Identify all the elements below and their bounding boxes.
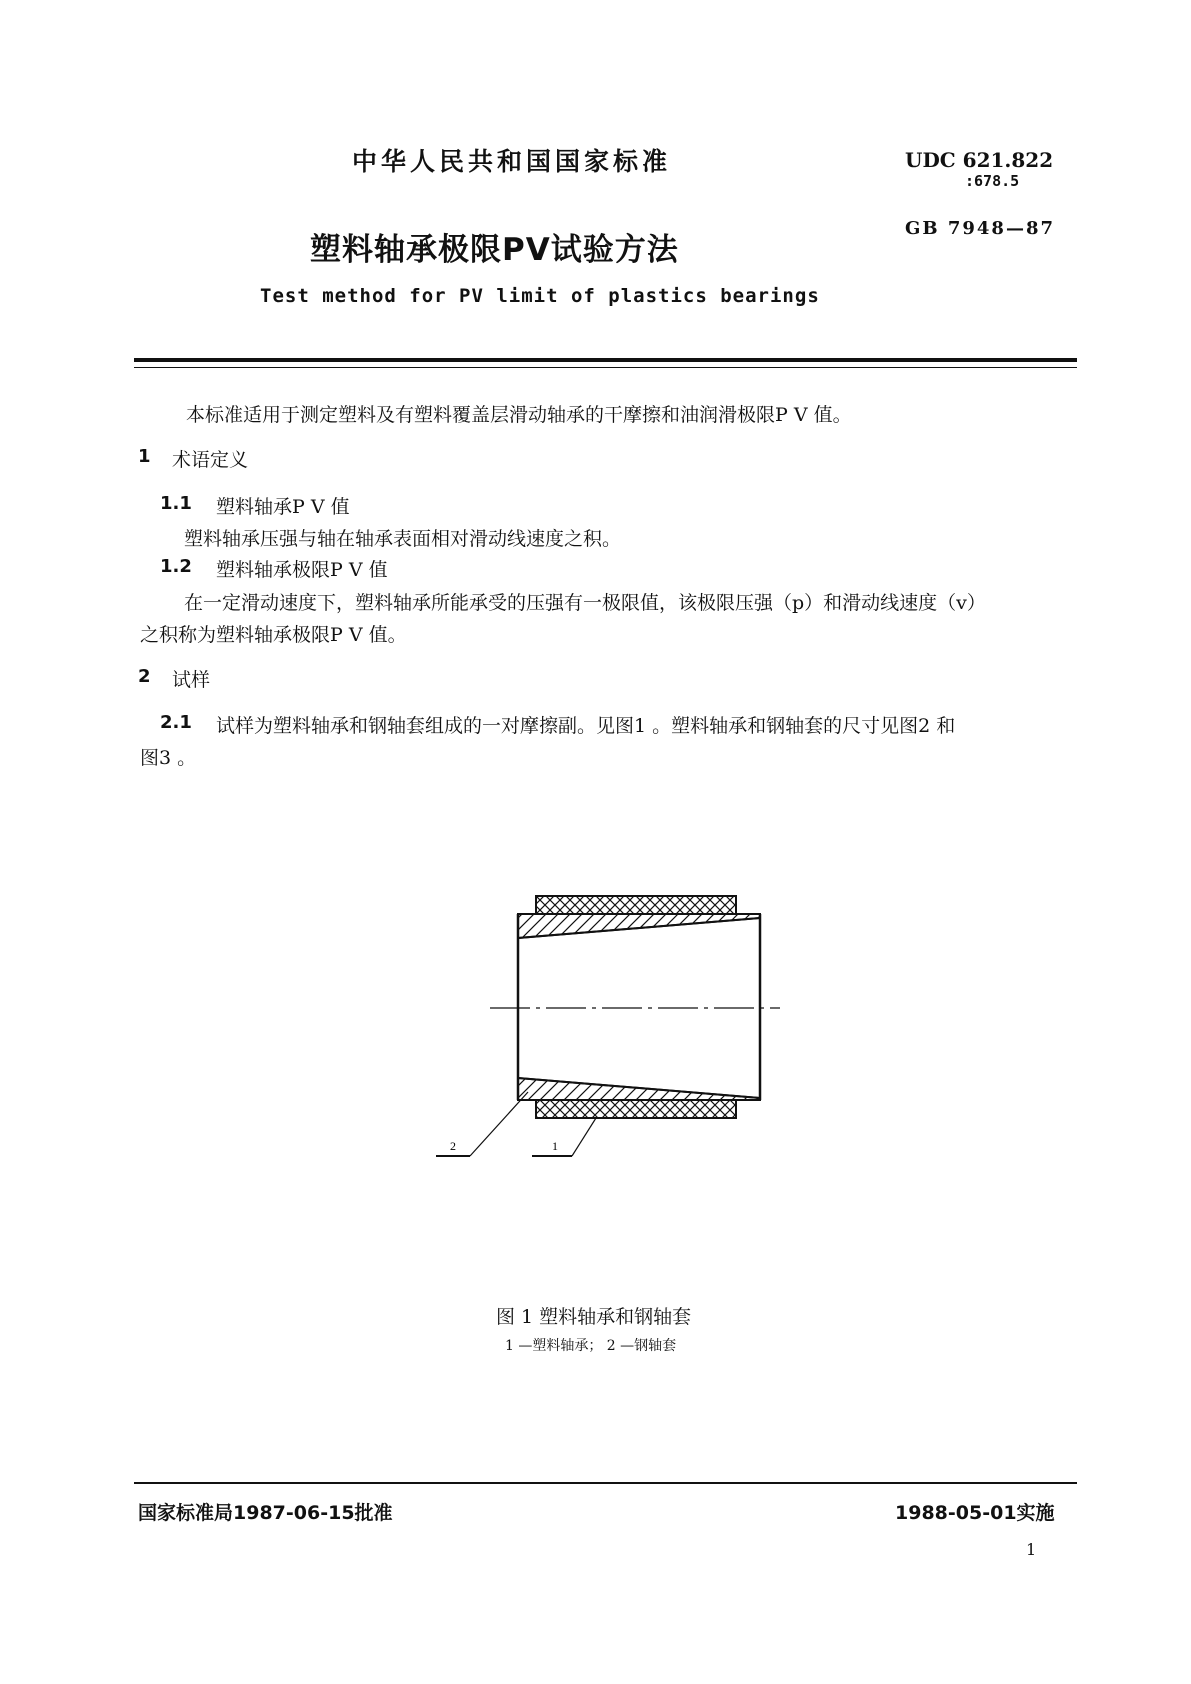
figure-label-1: 1 bbox=[552, 1139, 558, 1153]
bearing-figure bbox=[400, 880, 780, 1170]
section-2-1-text-line2: 图3 。 bbox=[140, 747, 197, 769]
page-number: 1 bbox=[1026, 1540, 1037, 1559]
header-divider-thin bbox=[134, 367, 1077, 368]
section-1-2-title: 塑料轴承极限P V 值 bbox=[216, 559, 388, 581]
section-1-1-number: 1.1 bbox=[160, 493, 192, 514]
udc-code-line2: :678.5 bbox=[965, 172, 1020, 190]
plastic-bearing-top bbox=[536, 896, 736, 914]
section-1-2-text-line2: 之积称为塑料轴承极限P V 值。 bbox=[140, 624, 407, 646]
section-2-number: 2 bbox=[138, 666, 151, 687]
figure-legend: 1 —塑料轴承； 2 —钢轴套 bbox=[505, 1338, 677, 1354]
section-1-title: 术语定义 bbox=[172, 449, 249, 471]
udc-code: UDC 621.822 bbox=[905, 148, 1054, 172]
section-1-1-text: 塑料轴承压强与轴在轴承表面相对滑动线速度之积。 bbox=[184, 528, 622, 550]
sleeve-outline bbox=[518, 914, 760, 1100]
header-divider bbox=[134, 358, 1077, 362]
approval-date: 国家标准局1987-06-15批准 bbox=[138, 1502, 393, 1524]
intro-paragraph: 本标准适用于测定塑料及有塑料覆盖层滑动轴承的干摩擦和油润滑极限P V 值。 bbox=[186, 404, 852, 426]
section-2-title: 试样 bbox=[172, 669, 211, 691]
figure-caption: 图 1 塑料轴承和钢轴套 bbox=[496, 1306, 692, 1328]
figure-label-2: 2 bbox=[450, 1139, 456, 1153]
section-1-2-text-line1: 在一定滑动速度下，塑料轴承所能承受的压强有一极限值，该极限压强（p）和滑动线速度（v） bbox=[184, 592, 986, 614]
section-2-1-number: 2.1 bbox=[160, 712, 192, 733]
leader-1 bbox=[572, 1118, 596, 1156]
standard-title: 塑料轴承极限PV试验方法 bbox=[310, 232, 679, 268]
effective-date: 1988-05-01实施 bbox=[895, 1502, 1055, 1524]
section-1-2-number: 1.2 bbox=[160, 556, 192, 577]
english-title: Test method for PV limit of plastics bearings bbox=[260, 285, 820, 307]
section-1-number: 1 bbox=[138, 446, 151, 467]
gb-code: GB 7948—87 bbox=[905, 218, 1055, 239]
leader-2 bbox=[470, 1092, 528, 1156]
section-1-1-title: 塑料轴承P V 值 bbox=[216, 496, 350, 518]
plastic-bearing-bottom bbox=[536, 1100, 736, 1118]
section-2-1-text-line1: 试样为塑料轴承和钢轴套组成的一对摩擦副。见图1 。塑料轴承和钢轴套的尺寸见图2 和 bbox=[216, 715, 956, 737]
national-standard-heading: 中华人民共和国国家标准 bbox=[352, 147, 672, 176]
footer-divider bbox=[134, 1482, 1077, 1484]
